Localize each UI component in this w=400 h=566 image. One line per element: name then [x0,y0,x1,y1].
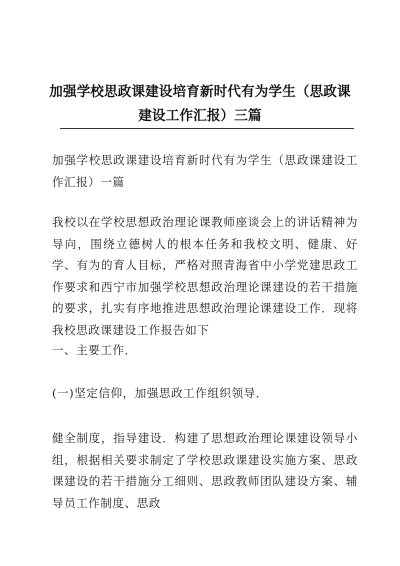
section-heading-main-work: 一、主要工作． [52,343,137,357]
subsection-heading-leadership: (一)坚定信仰，加强思政工作组织领导． [52,386,268,400]
section-subtitle: 加强学校思政课建设培育新时代有为学生（思政课建设工作汇报）一篇 [52,153,358,189]
document-title: 加强学校思政课建设培育新时代有为学生（思政课建设工作汇报）三篇 [49,84,351,124]
title-divider [60,128,354,129]
intro-paragraph: 我校以在学校思想政治理论课教师座谈会上的讲话精神为导向，围绕立德树人的根本任务和我校文明、健康、好学、有为的育人目标，严格对照青海省中小学党建思政工作要求和西宁市加强学校思想政治理论课建设的若干措施的要求，扎实有序地推进思想政治理论课建设工作．现将我校思政课建设工作报告如下 [52,215,358,337]
body-paragraph-system: 健全制度，指导建设．构建了思想政治理论课建设领导小组，根据相关要求制定了学校思政课建设实施方案、思政课建设的若干措施分工细则、思政教师团队建设方案、辅导员工作制度、思政 [52,431,358,510]
